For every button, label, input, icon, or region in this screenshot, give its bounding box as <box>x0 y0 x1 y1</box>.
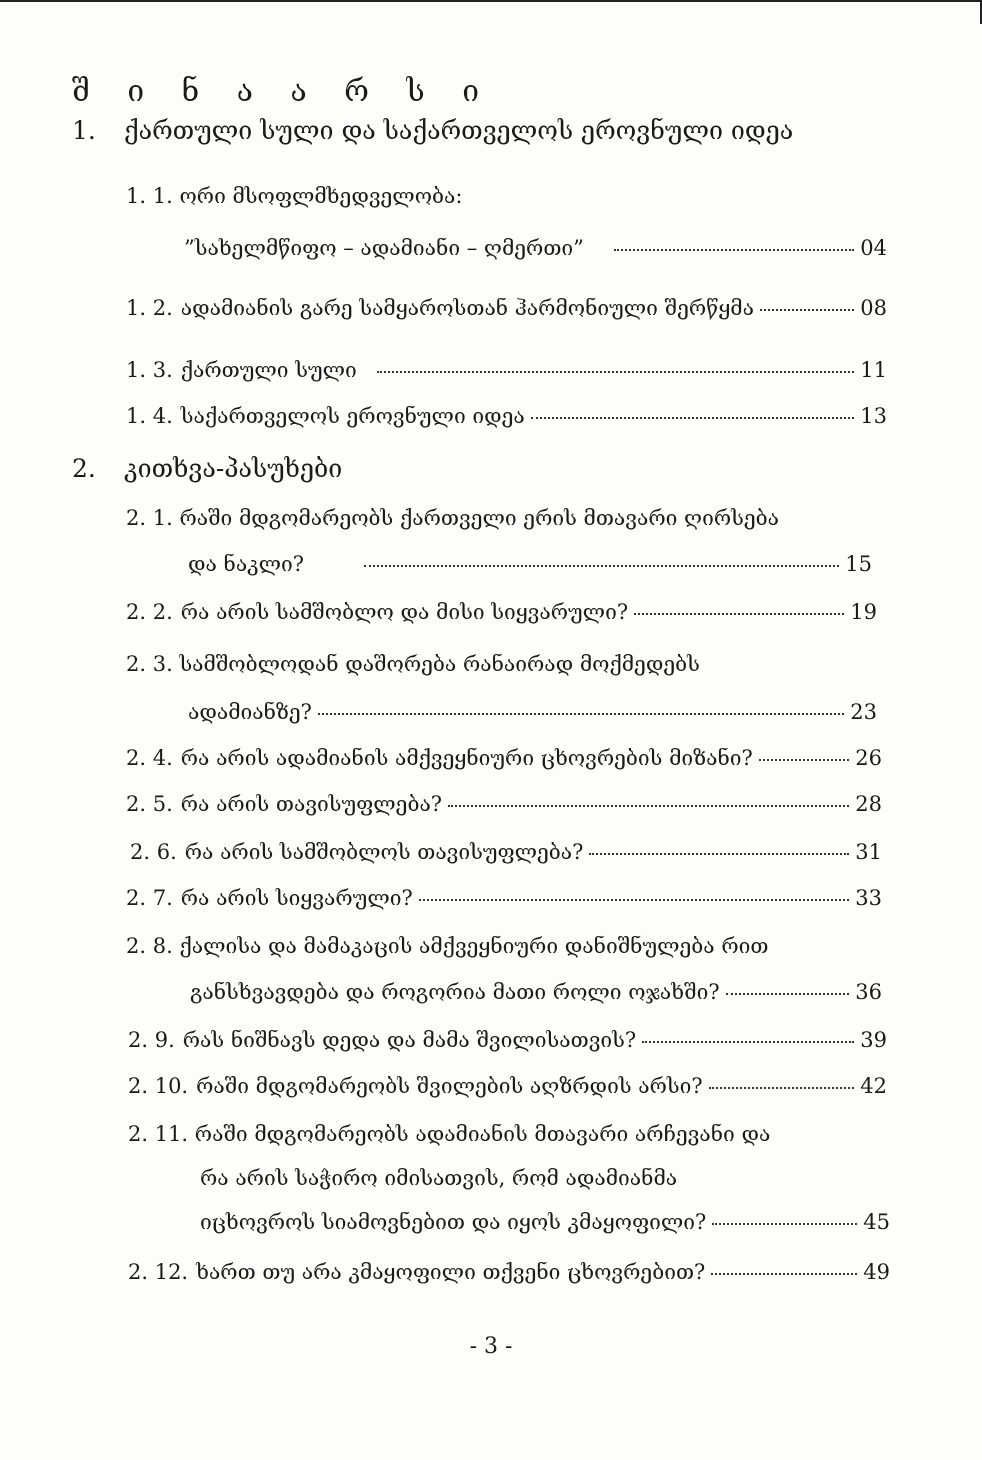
entry-label: ადამიანის გარე სამყაროსთან ჰარმონიული შერწყმა <box>180 296 754 320</box>
toc-entry-2-9[interactable] <box>128 1028 887 1052</box>
entry-page: 11 <box>860 358 887 382</box>
entry-number: 2. 6. <box>130 840 177 864</box>
toc-entry-1-2[interactable] <box>126 296 887 320</box>
section-title: ქართული სული და საქართველოს ეროვნული იდეა <box>123 116 794 145</box>
entry-label: რა არის ადამიანის ამქვეყნიური ცხოვრების მიზანი? <box>180 746 753 770</box>
entry-page: 39 <box>860 1028 887 1052</box>
entry-number: 2. 11. <box>128 1122 189 1146</box>
entry-page: 04 <box>860 236 887 260</box>
entry-label: ორი მსოფლმხედველობა: <box>179 184 463 208</box>
entry-page: 23 <box>850 700 877 724</box>
entry-label: განსხვავდება და როგორია მათი როლი ოჯახში? <box>190 980 720 1004</box>
leader-dots <box>364 564 839 567</box>
entry-page: 45 <box>863 1210 890 1234</box>
entry-label: საქართველოს ეროვნული იდეა <box>180 404 525 428</box>
entry-label: სამშობლოდან დაშორება რანაირად მოქმედებს <box>179 652 700 676</box>
toc-entry-2-2[interactable] <box>126 600 877 624</box>
leader-dots <box>642 1040 854 1043</box>
entry-number: 1. 2. <box>126 296 173 320</box>
entry-label: ”სახელმწიფო – ადამიანი – ღმერთი” <box>184 236 584 260</box>
entry-label: რა არის სიყვარული? <box>180 886 413 910</box>
entry-number: 2. 7. <box>126 886 173 910</box>
toc-entry-2-5[interactable] <box>126 792 882 816</box>
leader-dots <box>614 248 854 251</box>
toc-entry-1-4[interactable] <box>126 404 887 428</box>
entry-number: 1. 4. <box>126 404 173 428</box>
toc-entry-2-12[interactable] <box>128 1260 890 1284</box>
entry-page: 28 <box>855 792 882 816</box>
toc-entry-2-11[interactable] <box>200 1210 890 1234</box>
leader-dots <box>589 852 849 855</box>
entry-number: 2. 5. <box>126 792 173 816</box>
leader-dots <box>726 992 850 995</box>
page-title: შ ი ნ ა ა რ ს ი <box>72 74 494 109</box>
section-number: 2. <box>72 454 96 483</box>
entry-label: რაში მდგომარეობს ქართველი ერის მთავარი ღირსება <box>179 506 779 530</box>
toc-entry-2-6[interactable] <box>130 840 882 864</box>
toc-entry-2-10[interactable] <box>128 1074 887 1098</box>
leader-dots <box>712 1222 857 1225</box>
entry-page: 36 <box>855 980 882 1004</box>
entry-label: ხართ თუ არა კმაყოფილი თქვენი ცხოვრებით? <box>196 1260 706 1284</box>
entry-number: 2. 8. <box>126 934 173 958</box>
toc-entry-2-11-line2 <box>200 1166 677 1190</box>
entry-label: რა არის თავისუფლება? <box>180 792 443 816</box>
entry-label: რა არის საჭირო იმისათვის, რომ ადამიანმა <box>200 1166 678 1190</box>
entry-label: რაში მდგომარეობს ადამიანის მთავარი არჩევანი და <box>194 1122 771 1146</box>
entry-page: 49 <box>863 1260 890 1284</box>
entry-label: რას ნიშნავს დედა და მამა შვილისათვის? <box>182 1028 637 1052</box>
entry-number: 2. 10. <box>128 1074 189 1098</box>
leader-dots <box>634 612 844 615</box>
toc-entry-1-1[interactable] <box>184 236 887 260</box>
entry-number: 2. 2. <box>126 600 173 624</box>
entry-page: 42 <box>860 1074 887 1098</box>
leader-dots <box>318 712 844 715</box>
entry-page: 08 <box>860 296 887 320</box>
toc-entry-2-1-line1 <box>126 506 779 530</box>
entry-label: ქართული სული <box>180 358 357 382</box>
section-title: კითხვა-პასუხები <box>123 454 343 483</box>
toc-entry-2-8-line1 <box>126 934 768 958</box>
page-number: - 3 - <box>469 1334 513 1359</box>
section-1-heading <box>72 116 793 145</box>
entry-number: 1. 3. <box>126 358 173 382</box>
leader-dots <box>531 416 855 419</box>
toc-entry-2-8[interactable] <box>190 980 882 1004</box>
entry-page: 26 <box>855 746 882 770</box>
leader-dots <box>448 804 849 807</box>
entry-number: 2. 9. <box>128 1028 175 1052</box>
entry-label: და ნაკლი? <box>188 552 305 576</box>
toc-entry-2-4[interactable] <box>126 746 882 770</box>
toc-entry-2-1[interactable] <box>188 552 872 576</box>
entry-page: 19 <box>850 600 877 624</box>
entry-page: 13 <box>860 404 887 428</box>
leader-dots <box>760 308 854 311</box>
entry-label: რა არის სამშობლოს თავისუფლება? <box>184 840 584 864</box>
entry-number: 1. 1. <box>126 184 173 208</box>
toc-entry-1-1-line1 <box>126 184 462 208</box>
section-2-heading <box>72 454 342 483</box>
entry-page: 33 <box>855 886 882 910</box>
section-number: 1. <box>72 116 96 145</box>
entry-label: რაში მდგომარეობს შვილების აღზრდის არსი? <box>196 1074 703 1098</box>
entry-number: 2. 3. <box>126 652 173 676</box>
leader-dots <box>711 1272 857 1275</box>
entry-number: 2. 1. <box>126 506 173 530</box>
toc-entry-2-11-line1 <box>128 1122 770 1146</box>
toc-entry-2-3[interactable] <box>188 700 877 724</box>
toc-entry-1-3[interactable] <box>126 358 887 382</box>
toc-entry-2-3-line1 <box>126 652 700 676</box>
entry-number: 2. 4. <box>126 746 173 770</box>
entry-label: რა არის სამშობლო და მისი სიყვარული? <box>180 600 629 624</box>
entry-page: 15 <box>845 552 872 576</box>
leader-dots <box>709 1086 855 1089</box>
page-edge-top <box>0 0 982 2</box>
leader-dots <box>377 370 854 373</box>
toc-entry-2-7[interactable] <box>126 886 882 910</box>
entry-label: იცხოვროს სიამოვნებით და იყოს კმაყოფილი? <box>200 1210 707 1234</box>
entry-label: ქალისა და მამაკაცის ამქვეყნიური დანიშნულება რით <box>179 934 769 958</box>
leader-dots <box>419 898 850 901</box>
entry-label: ადამიანზე? <box>188 700 312 724</box>
entry-number: 2. 12. <box>128 1260 189 1284</box>
leader-dots <box>759 758 849 761</box>
entry-page: 31 <box>855 840 882 864</box>
